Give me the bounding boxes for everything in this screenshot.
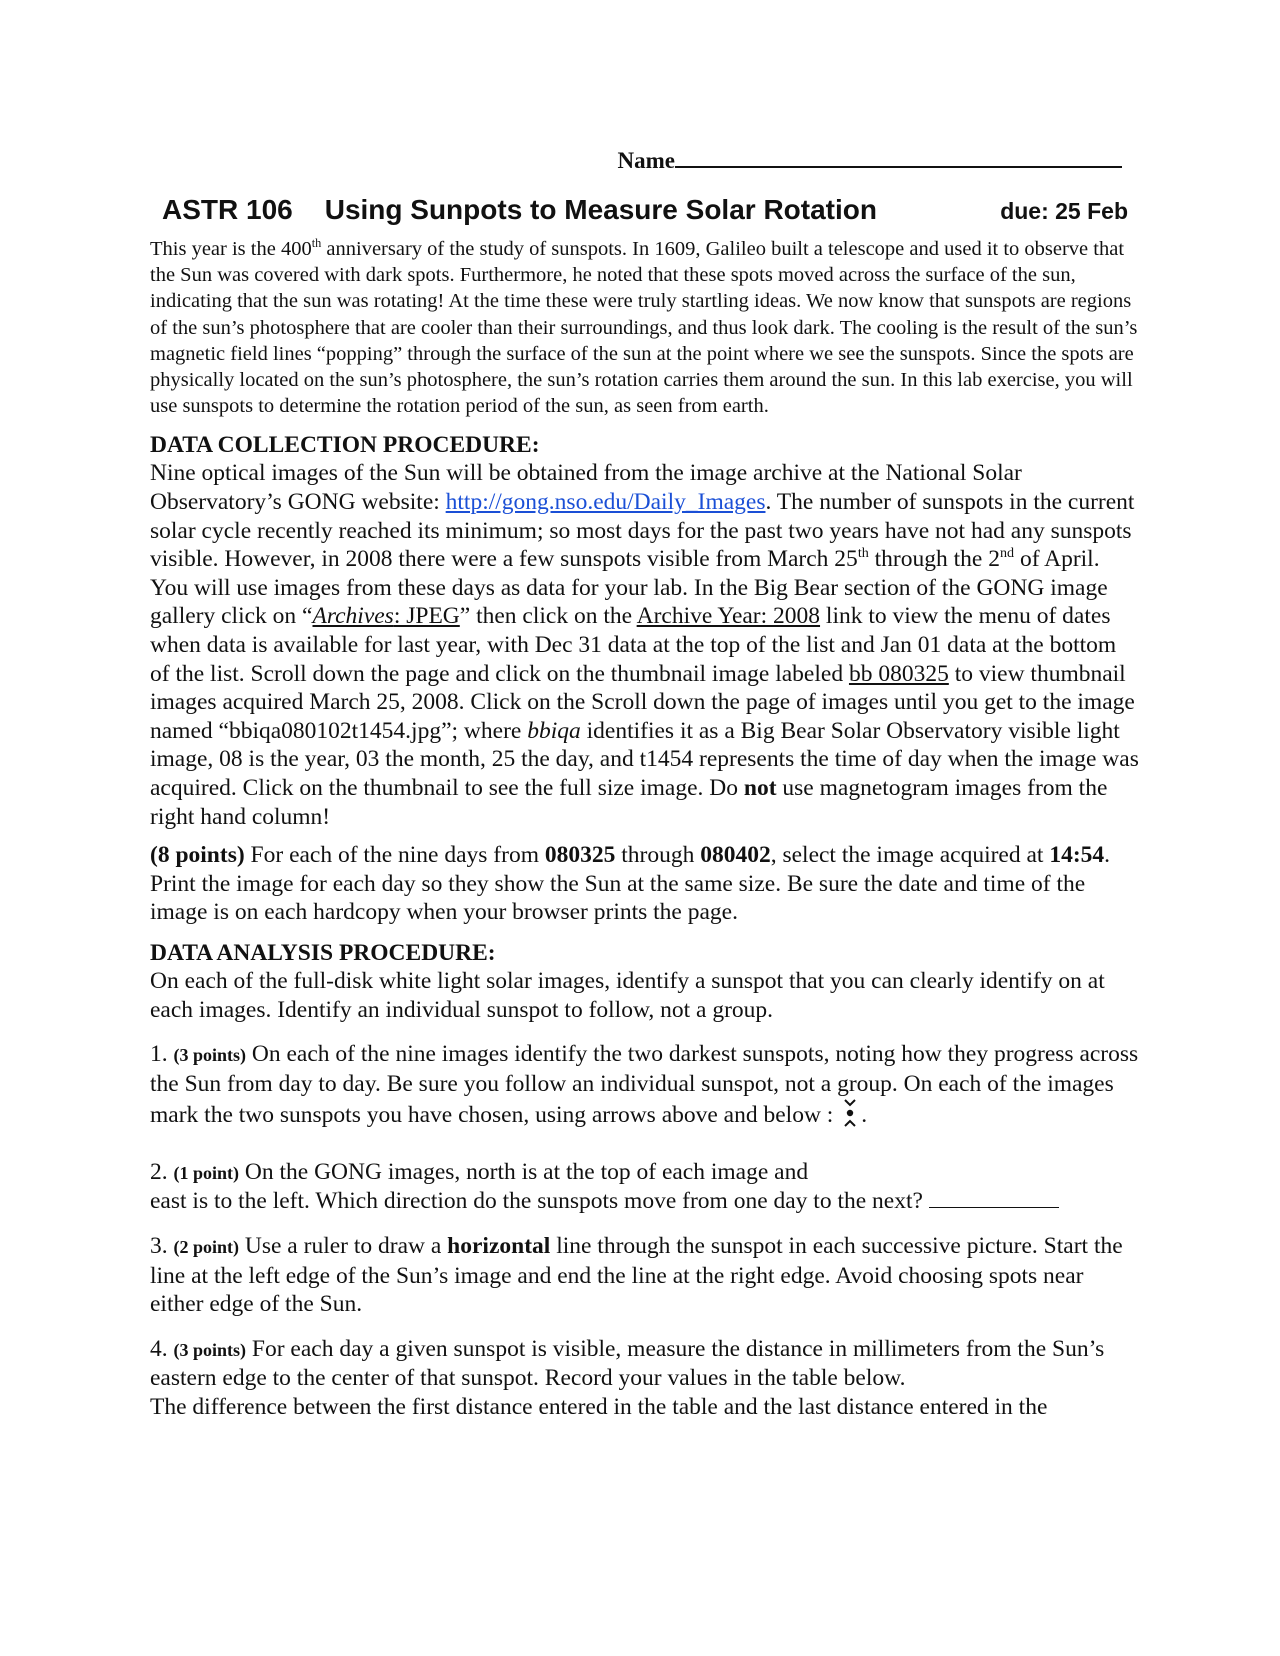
data-analysis-heading: DATA ANALYSIS PROCEDURE:: [150, 939, 496, 966]
question-4: 4. (3 points) For each day a given sunspot is visible, measure the distance in millimeters from the Sun’s eastern edge to the center of that sunspot. Record your values in the table below. The difference between the first distance entered in the table and the last distance entered in the: [150, 1335, 1105, 1421]
question-2: 2. (1 point) On the GONG images, north is at the top of each image and east is to the left. Which direction do the sunspots move from one day to the next?: [150, 1158, 1140, 1216]
gong-website-link[interactable]: http://gong.nso.edu/Daily_Images: [445, 489, 766, 516]
archives-jpeg-link[interactable]: Archives: JPEG: [312, 603, 460, 630]
print-instructions-paragraph: (8 points) For each of the nine days from 080325 through 080402, select the image acquired at 14:54. Print the image for each day so they show the Sun at the same size. Be sure the date and time of the image is on each hardcopy when your browser prints the page.: [150, 842, 1111, 926]
intro-paragraph: This year is the 400th anniversary of the study of sunspots. In 1609, Galileo built a telescope and used it to observe that the Sun was covered with dark spots. Furthermore, he noted that these spots moved across the surface of the sun, indicating that the sun was rotating! At the time these were truly startling ideas. We now know that sunspots are regions of the sun’s photosphere that are cooler than their surroundings, and thus look dark. The cooling is the result of the sun’s magnetic field lines “popping” through the surface of the sun at the point where we see the sunspots. Since the spots are physically located on the sun’s photosphere, the sun’s rotation carries them around the sun. In this lab exercise, you will use sunspots to determine the rotation period of the sun, as seen from earth.: [150, 236, 1138, 418]
bb-080325-link[interactable]: bb 080325: [848, 660, 949, 687]
question-1: 1. (3 points) On each of the nine images identify the two darkest sunspots, noting how they progress across the Sun from day to day. Be sure you follow an individual sunspot, not a group. On each of the images mark the two sunspots you have chosen, using arrows above and below : .: [150, 1040, 1140, 1136]
data-collection-heading: DATA COLLECTION PROCEDURE:: [150, 432, 540, 459]
name-blank-line[interactable]: [675, 150, 1122, 168]
name-label: Name: [617, 148, 675, 173]
page-title: [162, 194, 877, 226]
name-line: [150, 148, 1140, 174]
direction-answer-blank[interactable]: [929, 1189, 1059, 1208]
course-code: ASTR 106: [162, 194, 293, 225]
lab-title: Using Sunpots to Measure Solar Rotation: [324, 194, 877, 225]
collection-paragraph: Nine optical images of the Sun will be obtained from the image archive at the National Solar Observatory’s GONG website: http://gong.nso.edu/Daily_Images. The number of sunspots in the current solar cycle recently reached its minimum; so most days for the past two years have not had any sunspots visible. However, in 2008 there were a few sunspots visible from March 25th through the 2nd of April. You will use images from these days as data for your lab. In the Big Bear section of the GONG image gallery click on “Archives: JPEG” then click on the Archive Year: 2008 link to view the menu of dates when data is available for last year, with Dec 31 data at the top of the list and Jan 01 data at the bottom of the list. Scroll down the page and click on the thumbnail image labeled bb 080325 to view thumbnail images acquired March 25, 2008. Click on the Scroll down the page of images until you get to the image named “bbiqa080102t1454.jpg”; where bbiqa identifies it as a Big Bear Solar Observatory visible light image, 08 is the year, 03 the month, 25 the day, and t1454 represents the time of day when the image was acquired. Click on the thumbnail to see the full size image. Do not use magnetogram images from the right hand column!: [150, 460, 1139, 830]
due-date: due: 25 Feb: [1000, 198, 1128, 224]
title-row: [162, 194, 1128, 226]
sunspot-arrow-marks-icon: [843, 1098, 857, 1136]
worksheet-page: [150, 148, 1140, 1422]
analysis-intro-paragraph: On each of the full-disk white light solar images, identify a sunspot that you can clearly identify on at each images. Identify an individual sunspot to follow, not a group.: [150, 967, 1105, 1023]
archive-year-link[interactable]: Archive Year: 2008: [636, 603, 821, 630]
question-3: 3. (2 point) Use a ruler to draw a horizontal line through the sunspot in each successive picture. Start the line at the left edge of the Sun’s image and end the line at the right edge. Avoid choosing spots near either edge of the Sun.: [150, 1233, 1123, 1318]
